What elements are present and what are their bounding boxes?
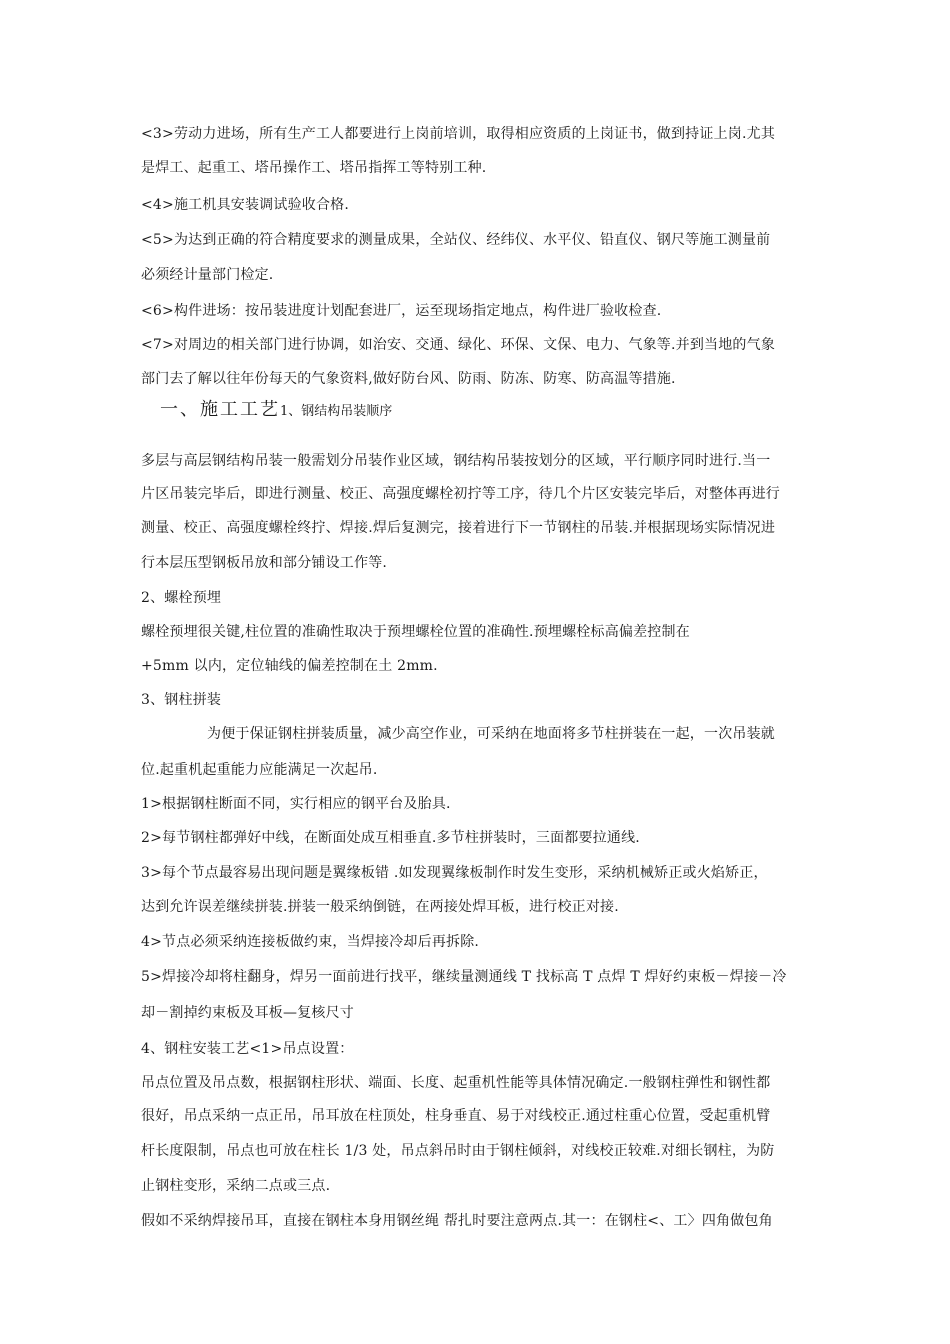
paragraph-line: 达到允许误差继续拼装.拼装一般采纳倒链，在两接处焊耳板，进行校正对接. bbox=[141, 899, 619, 915]
paragraph-line: 3>每个节点最容易出现问题是翼缘板错 .如发现翼缘板制作时发生变形，采纳机械矫正或火焰矫正， bbox=[141, 865, 768, 881]
subheading: 4、钢柱安装工艺<1>吊点设置： bbox=[141, 1041, 354, 1057]
paragraph-line: 螺栓预埋很关键,柱位置的准确性取决于预埋螺栓位置的准确性.预埋螺栓标高偏差控制在 bbox=[141, 624, 690, 640]
paragraph-line: 4>节点必须采纳连接板做约束，当焊接冷却后再拆除. bbox=[141, 934, 480, 950]
paragraph-line: 却－割掉约束板及耳板—复核尺寸 bbox=[141, 1005, 354, 1021]
paragraph-line: 位.起重机起重能力应能满足一次起吊. bbox=[141, 762, 378, 778]
paragraph-line: 部门去了解以往年份每天的气象资料,做好防台风、防雨、防冻、防寒、防高温等措施. bbox=[141, 371, 676, 387]
paragraph-line: 为便于保证钢柱拼装质量，减少高空作业，可采纳在地面将多节柱拼装在一起，一次吊装就 bbox=[207, 726, 775, 742]
paragraph-line: <7>对周边的相关部门进行协调，如治安、交通、绿化、环保、文保、电力、气象等.并到当地的气象 bbox=[141, 337, 776, 353]
paragraph-line: 1>根据钢柱断面不同，实行相应的钢平台及胎具. bbox=[141, 796, 451, 812]
paragraph-line: 多层与高层钢结构吊装一般需划分吊装作业区域，钢结构吊装按划分的区域，平行顺序同时进行.当一 bbox=[141, 453, 771, 469]
subheading: 2、螺栓预埋 bbox=[141, 590, 222, 606]
paragraph-line: <3>劳动力进场，所有生产工人都要进行上岗前培训，取得相应资质的上岗证书，做到持证上岗.尤其 bbox=[141, 126, 776, 142]
section-title: 一、施工工艺 bbox=[160, 399, 280, 420]
paragraph-line: +5mm 以内，定位轴线的偏差控制在土 2mm. bbox=[141, 658, 438, 674]
paragraph-line: 吊点位置及吊点数，根据钢柱形状、端面、长度、起重机性能等具体情况确定.一般钢柱弹性和钢性都 bbox=[141, 1075, 771, 1091]
subsection-title: 1、钢结构吊装顺序 bbox=[280, 404, 393, 419]
paragraph-line: 是焊工、起重工、塔吊操作工、塔吊指挥工等特别工种. bbox=[141, 160, 487, 176]
paragraph-line: 假如不采纳焊接吊耳，直接在钢柱本身用钢丝绳 帮扎时要注意两点.其一：在钢柱<、工〉四角做包角 bbox=[141, 1213, 773, 1229]
paragraph-line: 杆长度限制，吊点也可放在柱长 1/3 处，吊点斜吊时由于钢柱倾斜，对线校正较难.对细长钢柱，为防 bbox=[141, 1143, 775, 1159]
paragraph-line: 2>每节钢柱都弹好中线，在断面处成互相垂直.多节柱拼装时，三面都要拉通线. bbox=[141, 830, 640, 846]
paragraph-line: 测量、校正、高强度螺栓终拧、焊接.焊后复测完，接着进行下一节钢柱的吊装.并根据现场实际情况进 bbox=[141, 520, 776, 536]
section-heading bbox=[160, 399, 392, 423]
paragraph-line: 止钢柱变形，采纳二点或三点. bbox=[141, 1178, 331, 1194]
paragraph-line: 很好，吊点采纳一点正吊，吊耳放在柱顶处，柱身垂直、易于对线校正.通过柱重心位置，受起重机臂 bbox=[141, 1108, 771, 1124]
paragraph-line: 必须经计量部门检定. bbox=[141, 267, 274, 283]
paragraph-line: 片区吊装完毕后，即进行测量、校正、高强度螺栓初拧等工序，待几个片区安装完毕后，对整体再进行 bbox=[141, 486, 780, 502]
paragraph-line: <4>施工机具安装调试验收合格. bbox=[141, 197, 350, 213]
subheading: 3、钢柱拼装 bbox=[141, 692, 222, 708]
paragraph-line: 5>焊接冷却将柱翻身，焊另一面前进行找平，继续量测通线 T 找标高 T 点焊 T 焊好约束板－焊接－冷 bbox=[141, 969, 787, 985]
paragraph-line: <6>构件进场：按吊装进度计划配套进厂，运至现场指定地点，构件进厂验收检查. bbox=[141, 303, 662, 319]
paragraph-line: <5>为达到正确的符合精度要求的测量成果，全站仪、经纬仪、水平仪、铅直仪、钢尺等施工测量前 bbox=[141, 232, 771, 248]
paragraph-line: 行本层压型钢板吊放和部分铺设工作等. bbox=[141, 555, 388, 571]
